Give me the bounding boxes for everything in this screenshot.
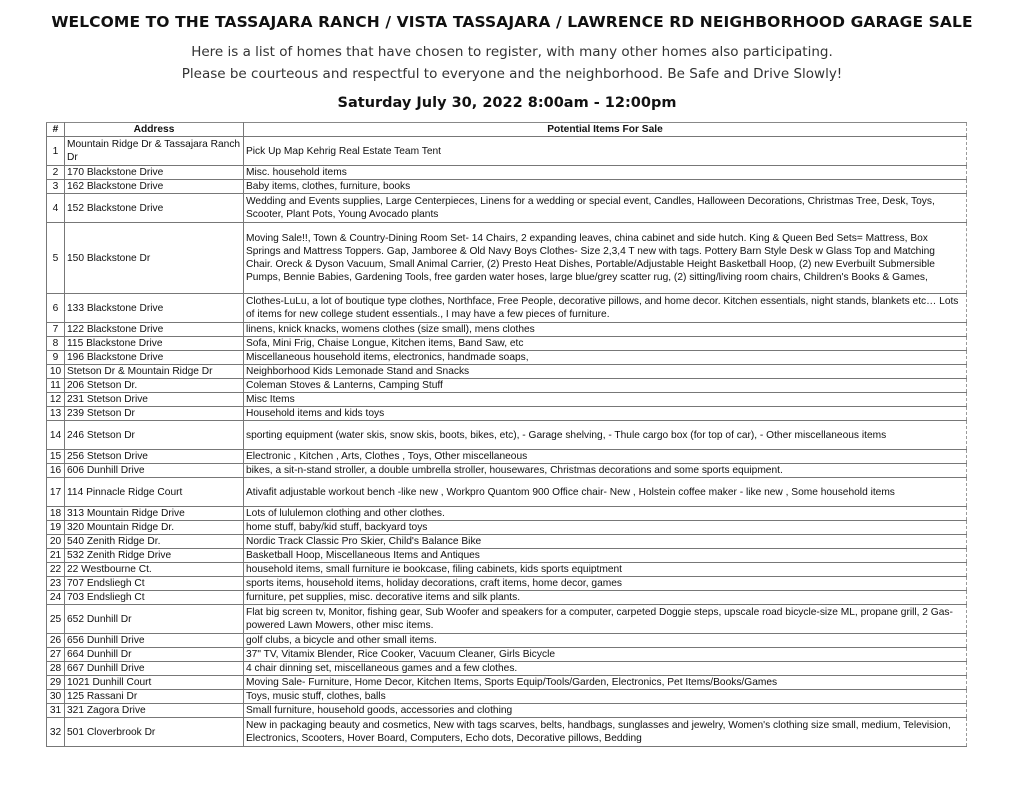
- table-row: [47, 634, 967, 648]
- row-address: 170 Blackstone Drive: [65, 166, 244, 180]
- row-items: New in packaging beauty and cosmetics, New with tags scarves, belts, handbags, sunglasses and jewelry, Women's clothing size small, medium, Television, Electronics, Scooters, Hover Board, Computers, Echo dots, Decorative pillows, Bedding: [244, 718, 967, 747]
- row-address: 321 Zagora Drive: [65, 704, 244, 718]
- row-address: Stetson Dr & Mountain Ridge Dr: [65, 365, 244, 379]
- table-row: [47, 577, 967, 591]
- row-number: 6: [47, 294, 65, 323]
- row-items: Flat big screen tv, Monitor, fishing gear, Sub Woofer and speakers for a computer, carpeted Doggie steps, upscale road bicycle-size ML, propane grill, 2 Gas-powered Lawn Mowers, other misc items.: [244, 605, 967, 634]
- row-number: 11: [47, 379, 65, 393]
- row-address: 115 Blackstone Drive: [65, 337, 244, 351]
- table-header-row: [47, 123, 967, 137]
- row-items: Small furniture, household goods, accessories and clothing: [244, 704, 967, 718]
- row-address: 313 Mountain Ridge Drive: [65, 507, 244, 521]
- row-number: 29: [47, 676, 65, 690]
- row-address: 656 Dunhill Drive: [65, 634, 244, 648]
- column-header-address: Address: [65, 123, 244, 137]
- row-items: Clothes-LuLu, a lot of boutique type clothes, Northface, Free People, decorative pillows, and home decor. Kitchen essentials, night stands, blankets etc… Lots of items for new college student essentials., I may have a few pieces of furniture.: [244, 294, 967, 323]
- table-row: [47, 194, 967, 223]
- row-items: linens, knick knacks, womens clothes (size small), mens clothes: [244, 323, 967, 337]
- row-address: 22 Westbourne Ct.: [65, 563, 244, 577]
- row-items: furniture, pet supplies, misc. decorative items and silk plants.: [244, 591, 967, 605]
- row-items: Sofa, Mini Frig, Chaise Longue, Kitchen items, Band Saw, etc: [244, 337, 967, 351]
- table-row: [47, 478, 967, 507]
- table-row: [47, 223, 967, 294]
- table-row: [47, 450, 967, 464]
- row-items: home stuff, baby/kid stuff, backyard toys: [244, 521, 967, 535]
- row-address: 320 Mountain Ridge Dr.: [65, 521, 244, 535]
- table-row: [47, 605, 967, 634]
- row-number: 13: [47, 407, 65, 421]
- row-address: 652 Dunhill Dr: [65, 605, 244, 634]
- row-address: 133 Blackstone Drive: [65, 294, 244, 323]
- sale-date: Saturday July 30, 2022 8:00am - 12:00pm: [337, 95, 677, 111]
- table-row: [47, 676, 967, 690]
- table-row: [47, 323, 967, 337]
- row-number: 21: [47, 549, 65, 563]
- table-row: [47, 507, 967, 521]
- row-items: Nordic Track Classic Pro Skier, Child's Balance Bike: [244, 535, 967, 549]
- row-items: bikes, a sit-n-stand stroller, a double umbrella stroller, housewares, Christmas decorations and some sports equipment.: [244, 464, 967, 478]
- intro-line-2: Please be courteous and respectful to everyone and the neighborhood. Be Safe and Drive Slowly!: [181, 66, 843, 82]
- row-number: 27: [47, 648, 65, 662]
- table-row: [47, 464, 967, 478]
- row-number: 7: [47, 323, 65, 337]
- row-items: Neighborhood Kids Lemonade Stand and Snacks: [244, 365, 967, 379]
- row-number: 16: [47, 464, 65, 478]
- row-address: 501 Cloverbrook Dr: [65, 718, 244, 747]
- row-number: 19: [47, 521, 65, 535]
- row-address: 532 Zenith Ridge Drive: [65, 549, 244, 563]
- row-number: 12: [47, 393, 65, 407]
- row-number: 3: [47, 180, 65, 194]
- table-row: [47, 690, 967, 704]
- row-address: 114 Pinnacle Ridge Court: [65, 478, 244, 507]
- table-row: [47, 421, 967, 450]
- row-items: sporting equipment (water skis, snow skis, boots, bikes, etc), - Garage shelving, - Thule cargo box (for top of car), - Other miscellaneous items: [244, 421, 967, 450]
- row-address: 1021 Dunhill Court: [65, 676, 244, 690]
- row-items: Ativafit adjustable workout bench -like new , Workpro Quantom 900 Office chair- New , Holstein coffee maker - like new , Some household items: [244, 478, 967, 507]
- row-number: 25: [47, 605, 65, 634]
- row-number: 4: [47, 194, 65, 223]
- row-address: 152 Blackstone Drive: [65, 194, 244, 223]
- row-address: 667 Dunhill Drive: [65, 662, 244, 676]
- row-items: 37" TV, Vitamix Blender, Rice Cooker, Vacuum Cleaner, Girls Bicycle: [244, 648, 967, 662]
- table-row: [47, 294, 967, 323]
- row-number: 30: [47, 690, 65, 704]
- row-items: household items, small furniture ie bookcase, filing cabinets, kids sports equiptment: [244, 563, 967, 577]
- table-row: [47, 648, 967, 662]
- row-number: 23: [47, 577, 65, 591]
- row-items: Miscellaneous household items, electronics, handmade soaps,: [244, 351, 967, 365]
- row-address: 162 Blackstone Drive: [65, 180, 244, 194]
- table-row: [47, 379, 967, 393]
- table-row: [47, 563, 967, 577]
- row-items: Coleman Stoves & Lanterns, Camping Stuff: [244, 379, 967, 393]
- table-row: [47, 407, 967, 421]
- table-row: [47, 704, 967, 718]
- row-items: Lots of lululemon clothing and other clothes.: [244, 507, 967, 521]
- table-row: [47, 365, 967, 379]
- row-number: 9: [47, 351, 65, 365]
- row-number: 26: [47, 634, 65, 648]
- row-address: 196 Blackstone Drive: [65, 351, 244, 365]
- row-number: 22: [47, 563, 65, 577]
- row-items: Pick Up Map Kehrig Real Estate Team Tent: [244, 137, 967, 166]
- row-address: 540 Zenith Ridge Dr.: [65, 535, 244, 549]
- row-number: 10: [47, 365, 65, 379]
- row-number: 18: [47, 507, 65, 521]
- table-row: [47, 535, 967, 549]
- table-row: [47, 718, 967, 747]
- row-items: Moving Sale!!, Town & Country-Dining Room Set- 14 Chairs, 2 expanding leaves, china cabinet and side hutch. King & Queen Bed Sets= Mattress, Box Springs and Mattress Toppers. Gap, Jamboree & Old Navy Boys Clothes- Size 2,3,4 T new with tags. Pottery Barn Style Desk w Glass Top and Matching Chair. Oreck & Dyson Vacuum, Small Animal Carrier, (2) Presto Heat Dishes, Portable/Adjustable Height Basketball Hoop, (2) new Everbuilt Submersible Pumps, Bennie Babies, Gardening Tools, free garden water hoses, large blue/grey scatter rug, (2) sitting/living room chairs, Children's Books & Games,: [244, 223, 967, 294]
- row-number: 32: [47, 718, 65, 747]
- table-row: [47, 549, 967, 563]
- table-row: [47, 180, 967, 194]
- row-items: Household items and kids toys: [244, 407, 967, 421]
- row-number: 8: [47, 337, 65, 351]
- intro-line-1: Here is a list of homes that have chosen to register, with many other homes also participating.: [191, 44, 833, 60]
- row-items: Wedding and Events supplies, Large Centerpieces, Linens for a wedding or special event, Candles, Halloween Decorations, Christmas Tree, Desk, Toys, Scooter, Plant Pots, Young Avocado plants: [244, 194, 967, 223]
- row-number: 20: [47, 535, 65, 549]
- row-address: Mountain Ridge Dr & Tassajara Ranch Dr: [65, 137, 244, 166]
- row-items: Toys, music stuff, clothes, balls: [244, 690, 967, 704]
- row-items: Moving Sale- Furniture, Home Decor, Kitchen Items, Sports Equip/Tools/Garden, Electronics, Pet Items/Books/Games: [244, 676, 967, 690]
- column-header-items: Potential Items For Sale: [244, 123, 967, 137]
- row-number: 14: [47, 421, 65, 450]
- row-number: 17: [47, 478, 65, 507]
- row-address: 206 Stetson Dr.: [65, 379, 244, 393]
- row-address: 122 Blackstone Drive: [65, 323, 244, 337]
- row-number: 15: [47, 450, 65, 464]
- row-address: 606 Dunhill Drive: [65, 464, 244, 478]
- table-row: [47, 166, 967, 180]
- row-address: 125 Rassani Dr: [65, 690, 244, 704]
- column-header-number: #: [47, 123, 65, 137]
- row-items: 4 chair dinning set, miscellaneous games and a few clothes.: [244, 662, 967, 676]
- table-body: [47, 137, 967, 747]
- row-address: 231 Stetson Drive: [65, 393, 244, 407]
- row-number: 1: [47, 137, 65, 166]
- table-row: [47, 351, 967, 365]
- table-row: [47, 337, 967, 351]
- row-number: 2: [47, 166, 65, 180]
- row-items: Baby items, clothes, furniture, books: [244, 180, 967, 194]
- table-row: [47, 393, 967, 407]
- row-address: 703 Endsliegh Ct: [65, 591, 244, 605]
- table-row: [47, 521, 967, 535]
- row-number: 28: [47, 662, 65, 676]
- row-items: Basketball Hoop, Miscellaneous Items and Antiques: [244, 549, 967, 563]
- row-address: 707 Endsliegh Ct: [65, 577, 244, 591]
- row-items: golf clubs, a bicycle and other small items.: [244, 634, 967, 648]
- row-number: 31: [47, 704, 65, 718]
- row-address: 246 Stetson Dr: [65, 421, 244, 450]
- participating-homes-table: [46, 122, 967, 747]
- row-address: 256 Stetson Drive: [65, 450, 244, 464]
- row-items: sports items, household items, holiday decorations, craft items, home decor, games: [244, 577, 967, 591]
- row-items: Electronic , Kitchen , Arts, Clothes , Toys, Other miscellaneous: [244, 450, 967, 464]
- row-items: Misc Items: [244, 393, 967, 407]
- row-address: 239 Stetson Dr: [65, 407, 244, 421]
- row-number: 24: [47, 591, 65, 605]
- page-title: WELCOME TO THE TASSAJARA RANCH / VISTA TASSAJARA / LAWRENCE RD NEIGHBORHOOD GARAGE SALE: [51, 13, 973, 31]
- row-address: 664 Dunhill Dr: [65, 648, 244, 662]
- row-address: 150 Blackstone Dr: [65, 223, 244, 294]
- row-number: 5: [47, 223, 65, 294]
- table-row: [47, 662, 967, 676]
- table-row: [47, 591, 967, 605]
- table-row: [47, 137, 967, 166]
- row-items: Misc. household items: [244, 166, 967, 180]
